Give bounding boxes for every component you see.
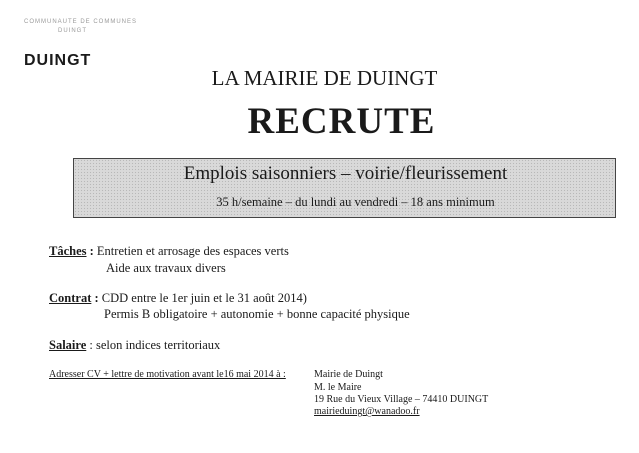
contrat-label: Contrat: [49, 291, 92, 305]
recrute-title: RECRUTE: [247, 101, 436, 142]
job-schedule: 35 h/semaine – du lundi au vendredi – 18 ans minimum: [216, 195, 495, 209]
contrat-row: [49, 291, 307, 306]
logo-small-line-2: DUINGT: [58, 28, 87, 34]
contact-email-link[interactable]: mairieduingt@wanadoo.fr: [314, 406, 420, 417]
contact-maire: M. le Maire: [314, 382, 362, 393]
contrat-sep: :: [91, 291, 102, 305]
logo: DUINGT: [24, 52, 92, 69]
taches-row: [49, 244, 289, 259]
salaire-row: [49, 338, 220, 353]
contrat-line-2: Permis B obligatoire + autonomie + bonne capacité physique: [104, 307, 410, 321]
contact-address: 19 Rue du Vieux Village – 74410 DUINGT: [314, 394, 489, 405]
taches-line-1: Entretien et arrosage des espaces verts: [96, 244, 289, 258]
adresser-instruction: Adresser CV + lettre de motivation avant le16 mai 2014 à :: [49, 369, 286, 380]
job-title-box: [73, 158, 616, 218]
salaire-label: Salaire: [49, 338, 87, 352]
logo-small-text: [24, 18, 137, 36]
taches-label: Tâches: [49, 244, 87, 258]
taches-line-2: Aide aux travaux divers: [106, 261, 226, 275]
taches-sep: :: [86, 244, 97, 258]
mairie-heading: LA MAIRIE DE DUINGT: [211, 66, 438, 90]
job-title: Emplois saisonniers – voirie/fleurissement: [183, 163, 508, 184]
salaire-text: : selon indices territoriaux: [86, 338, 221, 352]
logo-small-line-1: COMMUNAUTE DE COMMUNES: [24, 19, 137, 25]
contact-mairie: Mairie de Duingt: [314, 369, 383, 380]
contrat-line-1: CDD entre le 1er juin et le 31 août 2014): [101, 291, 307, 305]
